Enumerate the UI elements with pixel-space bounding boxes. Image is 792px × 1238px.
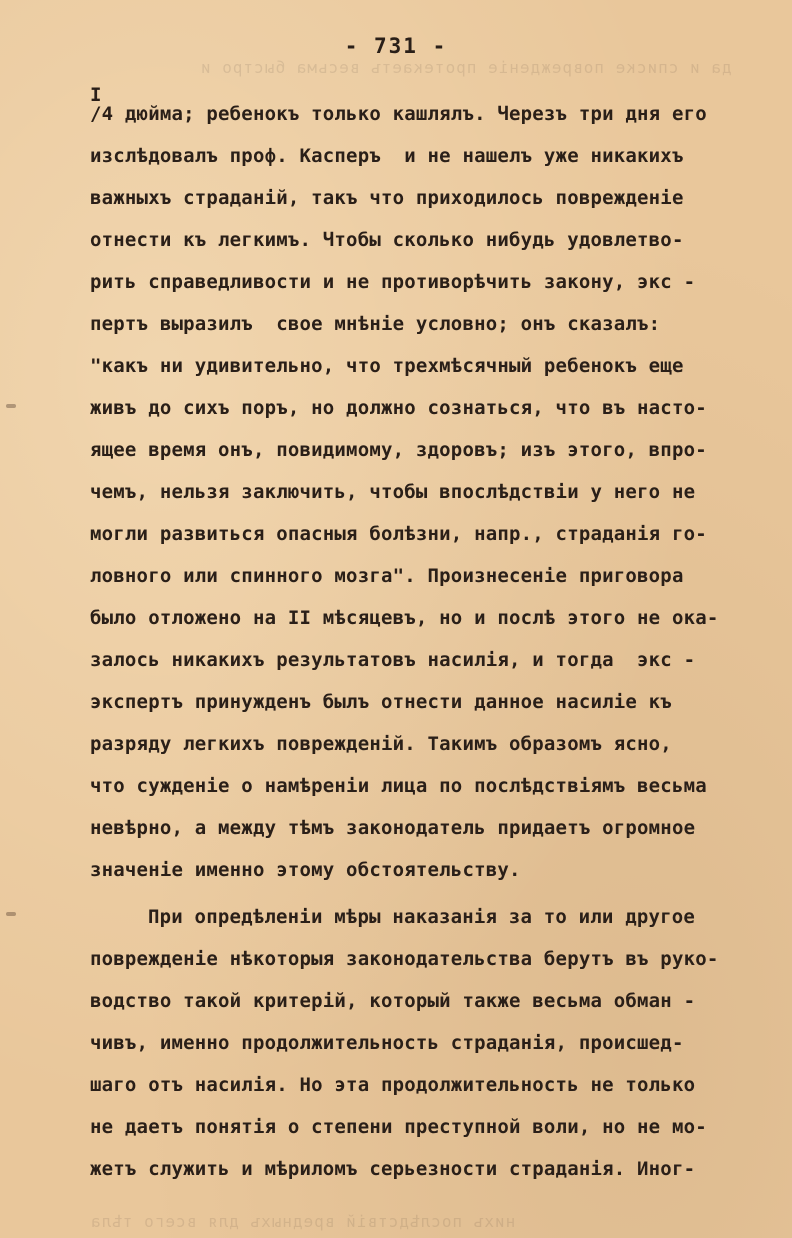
text-line: невѣрно, а между тѣмъ законодатель придаетъ огромное [90,817,696,839]
text-line: /4 дюйма; ребенокъ только кашлялъ. Черезъ три дня его [90,103,707,125]
text-line: значеніе именно этому обстоятельству. [90,859,521,881]
text-line: ящее время онъ, повидимому, здоровъ; изъ этого, впро- [90,439,707,461]
paragraph-first-line: При опредѣленіи мѣры наказанія за то или другое [148,906,696,928]
page-number: - 731 - [344,34,448,58]
text-line: жетъ служить и мѣриломъ серьезности страданія. Иног- [90,1158,696,1180]
text-line: отнести къ легкимъ. Чтобы сколько нибудь удовлетво- [90,229,684,251]
text-line: ловного или спинного мозга". Произнесеніе приговора [90,565,684,587]
text-line: разряду легкихъ поврежденій. Такимъ образомъ ясно, [90,733,672,755]
bleed-through-text-bottom: нихъ послѣдствій вредныхъ для всего тѣла [90,1212,516,1231]
text-line: водство такой критерій, который также весьма обман - [90,990,696,1012]
text-line: экспертъ принужденъ былъ отнести данное насиліе къ [90,691,672,713]
text-line: было отложено на II мѣсяцевъ, но и послѣ этого не ока- [90,607,719,629]
text-line: рить справедливости и не противорѣчить закону, экс - [90,271,696,293]
text-line: залось никакихъ результатовъ насилія, и тогда экс - [90,649,696,671]
fraction-numerator: I [90,84,102,106]
text-line: не даетъ понятія о степени преступной воли, но не мо- [90,1116,707,1138]
text-line: важныхъ страданій, такъ что приходилось поврежденіе [90,187,684,209]
text-line: "какъ ни удивительно, что трехмѣсячный ребенокъ еще [90,355,684,377]
text-line: живъ до сихъ поръ, но должно сознаться, что въ насто- [90,397,707,419]
text-line: пертъ выразилъ свое мнѣніе условно; онъ сказалъ: [90,313,661,335]
bleed-through-text-top: да и списке поврежденіе протекаетъ весьма быстро и [200,58,732,77]
text-line: шаго отъ насилія. Но эта продолжительность не только [90,1074,696,1096]
text-line: чивъ, именно продолжительность страданія, происшед- [90,1032,684,1054]
text-line: что сужденіе о намѣреніи лица по послѣдствіямъ весьма [90,775,707,797]
text-line: поврежденіе нѣкоторыя законодательства берутъ въ руко- [90,948,719,970]
margin-mark [6,404,16,408]
text-line: чемъ, нельзя заключить, чтобы впослѣдствіи у него не [90,481,696,503]
text-line: изслѣдовалъ проф. Касперъ и не нашелъ уже никакихъ [90,145,684,167]
text-line: могли развиться опасныя болѣзни, напр., страданія го- [90,523,707,545]
margin-mark [6,912,16,916]
